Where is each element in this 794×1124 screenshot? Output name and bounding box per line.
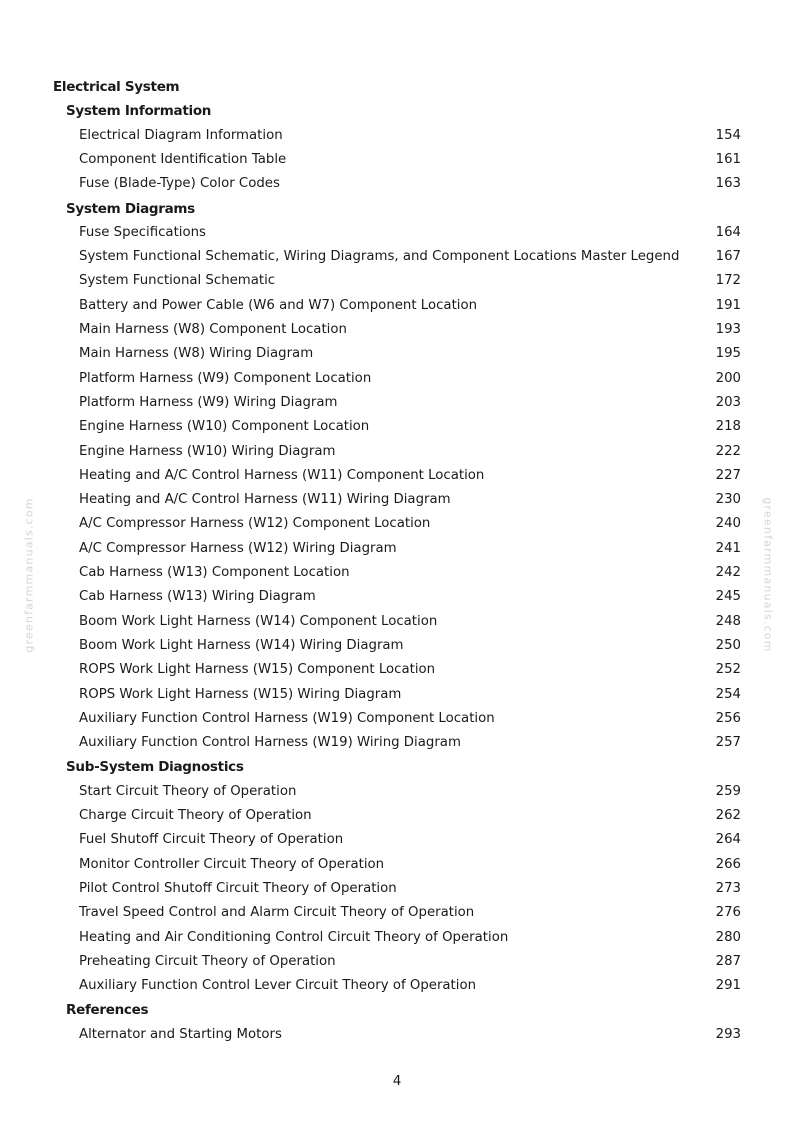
toc-entry-label: Fuse Specifications [79,224,206,240]
toc-entry-label: Heating and A/C Control Harness (W11) Component Location [79,467,485,483]
group-title-sub-system-diagnostics: Sub-System Diagnostics [66,759,244,776]
toc-entry-page: 262 [715,808,741,823]
group-title-references: References [66,1002,149,1019]
toc-entry-label: Cab Harness (W13) Wiring Diagram [79,589,316,605]
toc-entry-label: Boom Work Light Harness (W14) Component Location [79,613,438,629]
toc-entry[interactable] [79,537,741,561]
toc-entry[interactable] [79,464,741,488]
toc-entry-label: Auxiliary Function Control Harness (W19) Component Location [79,710,495,726]
toc-entry[interactable] [79,561,741,585]
toc-entry-label: Fuel Shutoff Circuit Theory of Operation [79,832,344,848]
group-title-system-diagrams: System Diagrams [66,200,195,217]
toc-entry-label: Boom Work Light Harness (W14) Wiring Diagram [79,637,404,653]
toc-entry-page: 200 [715,370,741,386]
toc-entry[interactable] [79,731,741,755]
toc-entry[interactable] [79,148,741,172]
toc-entry-page: 193 [715,322,741,337]
toc-entry-label: A/C Compressor Harness (W12) Wiring Diagram [79,540,397,556]
toc-entry-page: 227 [715,467,741,483]
toc-entry-page: 161 [715,151,741,167]
toc-entry[interactable] [79,415,741,439]
toc-entry-page: 154 [715,127,741,143]
toc-entry[interactable] [79,294,741,318]
toc-entry-label: Engine Harness (W10) Wiring Diagram [79,443,336,459]
toc-entry[interactable] [79,269,741,293]
toc-entry-label: Alternator and Starting Motors [79,1026,282,1042]
toc-entry[interactable] [79,440,741,464]
toc-entry-page: 195 [715,346,741,362]
toc-entry[interactable] [79,610,741,634]
toc-entry-page: 242 [715,565,741,580]
toc-entry[interactable] [79,707,741,731]
toc-entry-label: Monitor Controller Circuit Theory of Operation [79,856,385,872]
toc-entry[interactable] [79,853,741,877]
toc-entry[interactable] [79,512,741,536]
toc-entry-page: 273 [715,880,741,896]
toc-entry-page: 280 [715,929,741,945]
toc-entry-label: Auxiliary Function Control Lever Circuit Theory of Operation [79,978,477,994]
toc-entry[interactable] [79,221,741,245]
toc-entry[interactable] [79,950,741,974]
toc-entry-label: Cab Harness (W13) Component Location [79,565,350,580]
toc-entry[interactable] [79,488,741,512]
toc-entry-label: Fuse (Blade-Type) Color Codes [79,176,280,192]
toc-entry-label: Pilot Control Shutoff Circuit Theory of Operation [79,880,397,896]
toc-entry[interactable] [79,245,741,269]
toc-entry-page: 241 [715,540,741,556]
toc-entry-page: 293 [715,1026,741,1042]
section-title: Electrical System [53,79,180,95]
toc-entry-page: 256 [715,710,741,726]
toc-entry[interactable] [79,804,741,828]
toc-entry-page: 259 [715,783,741,799]
toc-entry[interactable] [79,124,741,148]
toc-entry-page: 240 [715,516,741,532]
toc-entry-label: Preheating Circuit Theory of Operation [79,953,336,969]
toc-entry[interactable] [79,367,741,391]
toc-entry[interactable] [79,585,741,609]
toc-entry-page: 276 [715,905,741,921]
watermark-right: greenfarmmanuals.com [761,497,775,653]
toc-entry-page: 250 [715,637,741,653]
toc-entry[interactable] [79,780,741,804]
toc-entry[interactable] [79,658,741,682]
toc-entry[interactable] [79,391,741,415]
toc-entry[interactable] [79,683,741,707]
toc-entry-label: Main Harness (W8) Wiring Diagram [79,346,314,362]
watermark-left: greenfarmmanuals.com [22,497,36,653]
toc-entry-label: System Functional Schematic [79,273,276,289]
toc-entry-page: 248 [715,613,741,629]
toc-entry-page: 163 [715,176,741,192]
toc-entry[interactable] [79,974,741,998]
toc-entry[interactable] [79,1023,741,1047]
toc-entry-label: Engine Harness (W10) Component Location [79,419,370,435]
toc-entry-page: 245 [715,589,741,605]
toc-entry-label: Heating and A/C Control Harness (W11) Wiring Diagram [79,492,451,508]
toc-entry-page: 287 [715,953,741,969]
toc-entry-label: Electrical Diagram Information [79,127,283,143]
toc-entry-page: 164 [715,224,741,240]
toc-entry-label: Component Identification Table [79,151,287,167]
toc-entry-label: A/C Compressor Harness (W12) Component Location [79,516,431,532]
toc-entry-label: ROPS Work Light Harness (W15) Component Location [79,662,436,678]
toc-entry[interactable] [79,901,741,925]
toc-entry-label: Charge Circuit Theory of Operation [79,808,312,823]
toc-entry-page: 252 [715,662,741,678]
toc-entry[interactable] [79,634,741,658]
toc-entry-page: 266 [715,856,741,872]
toc-entry-label: Travel Speed Control and Alarm Circuit Theory of Operation [79,905,475,921]
toc-entry[interactable] [79,342,741,366]
toc-entry-page: 191 [715,297,741,313]
toc-entry-page: 203 [715,394,741,410]
toc-entry-page: 257 [715,735,741,751]
toc-entry[interactable] [79,172,741,196]
toc-entry[interactable] [79,877,741,901]
toc-entry-page: 218 [715,419,741,435]
toc-entry-page: 230 [715,492,741,508]
toc-entry[interactable] [79,828,741,852]
toc-entry-label: System Functional Schematic, Wiring Diagrams, and Component Locations Master Legend [79,249,680,265]
toc-entry-label: Main Harness (W8) Component Location [79,322,347,337]
toc-entry-page: 254 [715,686,741,702]
toc-entry-label: Heating and Air Conditioning Control Circuit Theory of Operation [79,929,509,945]
toc-entry-label: Platform Harness (W9) Component Location [79,370,372,386]
toc-entry-label: Start Circuit Theory of Operation [79,783,297,799]
page-number: 4 [392,1073,402,1089]
toc-entry-label: Platform Harness (W9) Wiring Diagram [79,394,338,410]
toc-entry-page: 291 [715,978,741,994]
toc-entry-page: 264 [715,832,741,848]
toc-entry-label: Auxiliary Function Control Harness (W19) Wiring Diagram [79,735,461,751]
toc-entry[interactable] [79,926,741,950]
toc-entry[interactable] [79,318,741,342]
toc-entry-page: 167 [715,249,741,265]
toc-entry-page: 222 [715,443,741,459]
toc-entry-page: 172 [715,273,741,289]
toc-entry-label: Battery and Power Cable (W6 and W7) Component Location [79,297,478,313]
group-title-system-information: System Information [66,103,212,120]
toc-entry-label: ROPS Work Light Harness (W15) Wiring Diagram [79,686,402,702]
